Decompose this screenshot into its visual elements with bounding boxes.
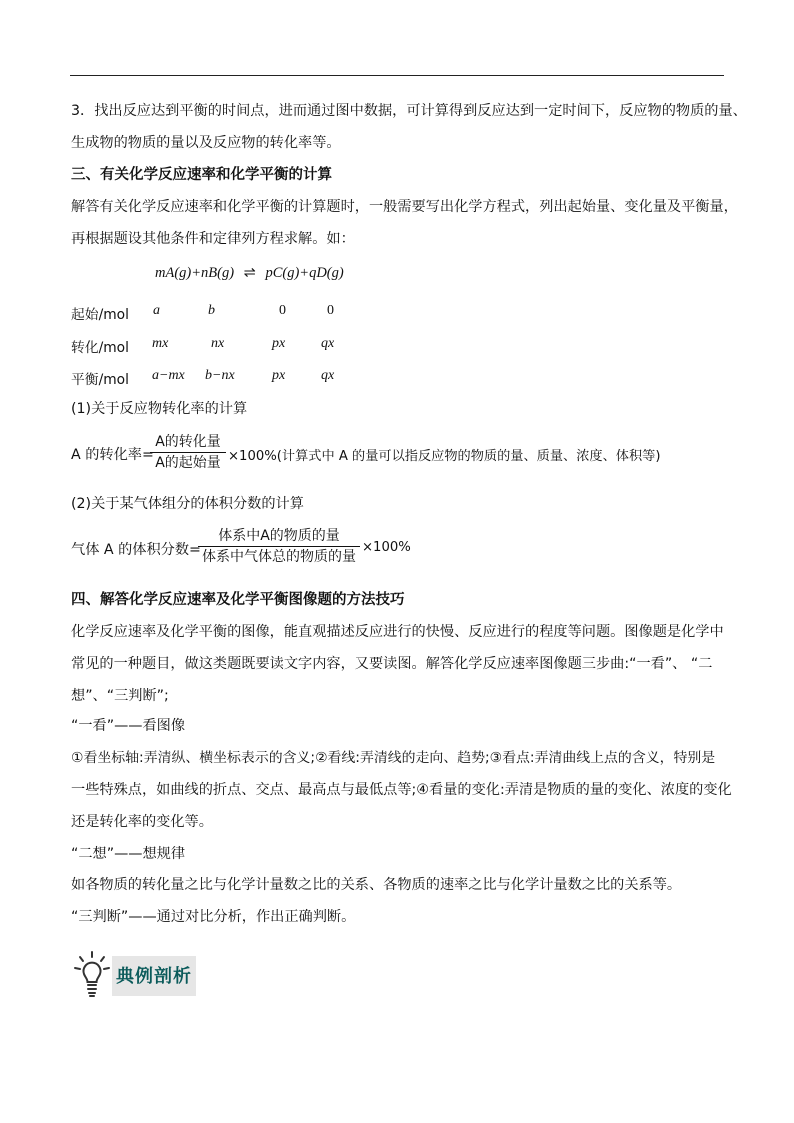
look-line2: 一些特殊点，如曲线的折点、交点、最高点与最低点等;④看量的变化:弄清是物质的量的变化、浓度的变化 [71,782,732,798]
look-title: “一看”——看图像 [71,718,186,734]
table-cell: qx [321,336,335,351]
table-cell: 0 [279,303,286,318]
header-rule [70,75,724,76]
table-cell: qx [321,368,335,383]
table-row-label: 平衡/mol [71,372,129,388]
table-cell: mx [152,336,169,351]
section4-p2: 常见的一种题目，做这类题既要读文字内容，又要读图。解答化学反应速率图像题三步曲:“一看”、 “二 [71,656,713,672]
fraction-numerator: A的转化量 [155,434,221,450]
volume-suffix: ×100% [362,540,411,555]
equation-right: pC(g)+qD(g) [265,265,344,281]
section3-intro2: 再根据题设其他条件和定律列方程求解。如： [71,231,355,247]
section4-p1: 化学反应速率及化学平衡的图像，能直观描述反应进行的快慢、反应进行的程度等问题。图像题是化学中 [71,624,724,640]
para3-line1: 3．找出反应达到平衡的时间点，进而通过图中数据，可计算得到反应达到一定时间下，反应物的物质的量、 [71,103,747,119]
conversion-fraction [150,433,226,472]
volume-fraction [198,527,360,566]
think-title: “二想”——想规律 [71,846,186,862]
look-line1: ①看坐标轴:弄清纵、横坐标表示的含义;②看线:弄清线的走向、趋势;③看点:弄清曲线上点的含义，特别是 [71,750,716,766]
logo-text: 典例剖析 [116,966,192,987]
table-cell: b [208,303,215,318]
judge-title: “三判断”——通过对比分析，作出正确判断。 [71,909,356,925]
fraction-bar [198,546,360,547]
lightbulb-icon [72,950,112,1000]
table-cell: 0 [327,303,334,318]
section3-intro1: 解答有关化学反应速率和化学平衡的计算题时，一般需要写出化学方程式，列出起始量、变化量及平衡量， [71,199,738,215]
conversion-prefix: A 的转化率= [71,447,154,463]
table-cell: b−nx [205,368,235,383]
look-line3: 还是转化率的变化等。 [71,814,213,830]
reaction-equation [155,265,344,282]
table-cell: nx [211,336,225,351]
section3-heading: 三、有关化学反应速率和化学平衡的计算 [71,167,332,183]
section4-p3: 想”、“三判断”; [71,688,169,704]
equilibrium-arrow-icon: ⇌ [243,265,256,281]
fraction-bar [150,452,226,453]
table-row-label: 起始/mol [71,307,129,323]
para3-line2: 生成物的物质的量以及反应物的转化率等。 [71,135,341,151]
volume-prefix: 气体 A 的体积分数= [71,542,201,558]
fraction-denominator: 体系中气体总的物质的量 [202,549,356,565]
sub2-heading: (2)关于某气体组分的体积分数的计算 [71,496,304,512]
table-cell: a [153,303,160,318]
think-line1: 如各物质的转化量之比与化学计量数之比的关系、各物质的速率之比与化学计量数之比的关系等。 [71,877,682,893]
table-cell: px [272,368,286,383]
fraction-denominator: A的起始量 [155,455,221,471]
fraction-numerator: 体系中A的物质的量 [218,528,340,544]
equation-left: mA(g)+nB(g) [155,265,235,281]
example-analysis-logo [72,950,196,1000]
table-cell: px [272,336,286,351]
conversion-suffix: ×100%(计算式中 A 的量可以指反应物的物质的量、质量、浓度、体积等) [228,449,661,464]
sub1-heading: (1)关于反应物转化率的计算 [71,401,248,417]
table-row-label: 转化/mol [71,340,129,356]
table-cell: a−mx [152,368,185,383]
section4-heading: 四、解答化学反应速率及化学平衡图像题的方法技巧 [71,592,405,608]
